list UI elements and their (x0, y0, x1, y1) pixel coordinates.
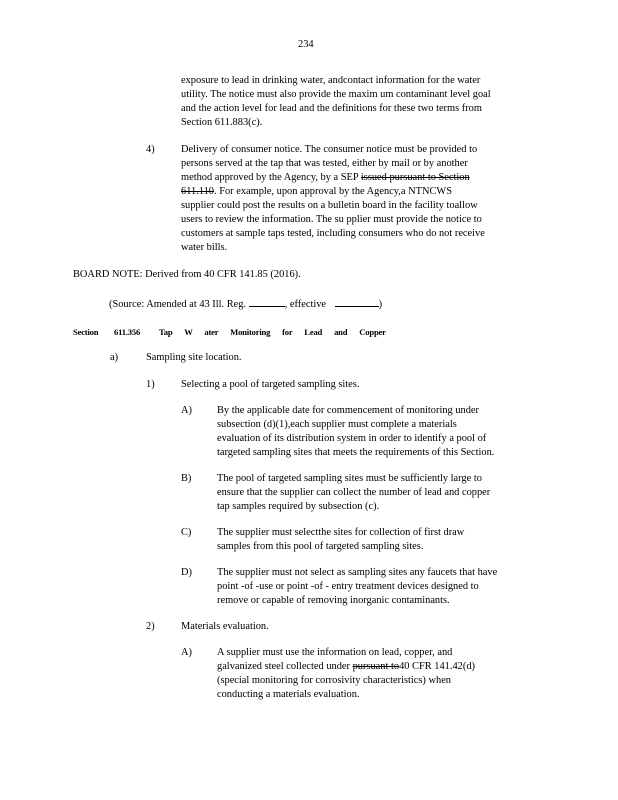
text-line: conducting a materials evaluation. (217, 689, 360, 700)
effective-date-blank (335, 296, 379, 307)
text-line: remove or capable of removing inorganic contaminants. (217, 595, 450, 606)
section-number: 611.356 (114, 327, 141, 337)
text-line: supplier could post the results on a bulletin board in the facility toallow (181, 200, 478, 211)
text-line (217, 660, 475, 674)
subsection-title: Sampling site location. (146, 352, 242, 363)
text-line (181, 171, 470, 185)
text-line: targeted sampling sites that meets the requirements of this Section. (217, 447, 495, 458)
paragraph-title: Selecting a pool of targeted sampling sites. (181, 379, 360, 390)
text-line: evaluation of its distribution system in order to identify a pool of (217, 433, 487, 444)
text-fragment: galvanized steel collected under (217, 661, 353, 672)
subsection-label: a) (110, 352, 119, 363)
source-middle: , effective (284, 299, 327, 310)
paragraph-label: 2) (146, 621, 155, 632)
text-line: Section 611.883(c). (181, 117, 263, 128)
text-line: tap samples required by subsection (c). (217, 501, 380, 512)
section-label: Section (73, 327, 99, 337)
text-line: users to review the information. The su pplier must provide the notice to (181, 214, 482, 225)
text-line: The supplier must selectthe sites for collection of first draw (217, 527, 465, 538)
board-note: BOARD NOTE: Derived from 40 CFR 141.85 (2016). (73, 269, 301, 280)
text-fragment: . For example, upon approval by the Agency,a NTNCWS (214, 186, 452, 197)
text-line: point -of -use or point -of - entry treatment devices designed to (217, 581, 479, 592)
paragraph-label: 1) (146, 379, 155, 390)
text-line (181, 185, 452, 199)
text-line: (special monitoring for corrosivity characteristics) when (217, 675, 451, 686)
text-line: persons served at the tap that was tested, either by mail or by another (181, 158, 468, 169)
text-line: By the applicable date for commencement of monitoring under (217, 405, 479, 416)
source-suffix: ) (378, 299, 383, 310)
source-prefix: (Source: Amended at 43 Ill. Reg. (109, 299, 247, 310)
text-line: customers at sample taps tested, including consumers who do not receive (181, 228, 485, 239)
register-blank (249, 296, 285, 307)
paragraph-title: Materials evaluation. (181, 621, 269, 632)
struck-text: pursuant to (352, 661, 400, 672)
text-fragment: method approved by the Agency, by a SEP (181, 172, 361, 183)
subparagraph-label: A) (181, 405, 192, 416)
text-line: utility. The notice must also provide the maxim um contaminant level goal (181, 89, 491, 100)
page-number: 234 (298, 39, 314, 50)
text-line: samples from this pool of targeted sampling sites. (217, 541, 424, 552)
text-line: The pool of targeted sampling sites must be sufficiently large to (217, 473, 482, 484)
subparagraph-label: D) (181, 567, 192, 578)
text-line: The supplier must not select as sampling sites any faucets that have (217, 567, 498, 578)
struck-text: issued pursuant to Section (360, 172, 470, 183)
text-line: and the action level for lead and the definitions for these two terms from (181, 103, 482, 114)
text-line: exposure to lead in drinking water, andcontact information for the water (181, 75, 481, 86)
subparagraph-label: B) (181, 473, 192, 484)
subparagraph-label: A) (181, 647, 192, 658)
text-fragment: 40 CFR 141.42(d) (399, 661, 475, 672)
text-line: ensure that the supplier can collect the number of lead and copper (217, 487, 491, 498)
subparagraph-label: C) (181, 527, 192, 538)
text-line: Delivery of consumer notice. The consumer notice must be provided to (181, 144, 478, 155)
source-note (109, 296, 382, 312)
text-line: A supplier must use the information on lead, copper, and (217, 647, 453, 658)
struck-text: 611.110 (181, 186, 214, 197)
text-line: water bills. (181, 242, 228, 253)
item-number: 4) (146, 144, 155, 155)
section-title: Tap W ater Monitoring for Lead and Copper (159, 327, 386, 337)
text-line: subsection (d)(1),each supplier must complete a materials (217, 419, 457, 430)
